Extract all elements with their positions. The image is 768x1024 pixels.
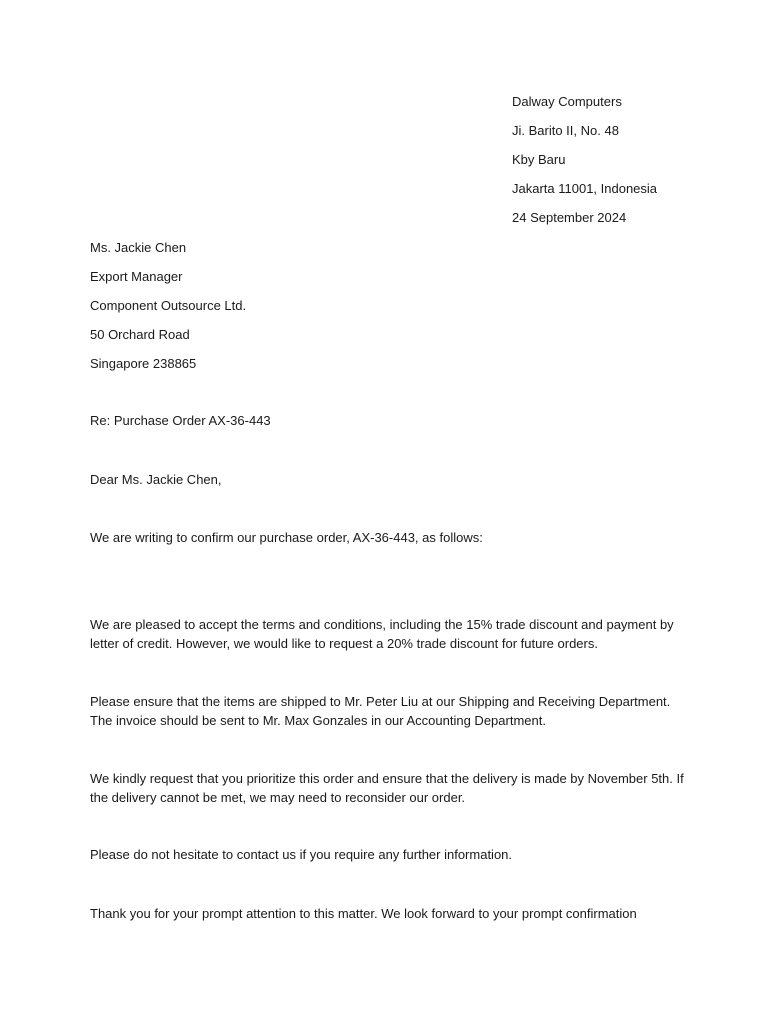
recipient-address-block: [90, 238, 490, 383]
sender-district: Kby Baru: [512, 152, 566, 167]
salutation: Dear Ms. Jackie Chen,: [90, 472, 222, 487]
body-paragraph: Thank you for your prompt attention to this matter. We look forward to your prompt confirmation: [90, 906, 637, 921]
recipient-city: Singapore 238865: [90, 356, 197, 371]
body-paragraph: Please ensure that the items are shipped to Mr. Peter Liu at our Shipping and Receiving Department. The invoice should be sent to Mr. Max Gonzales in our Accounting Department.: [90, 694, 671, 728]
subject-line: Re: Purchase Order AX-36-443: [90, 413, 271, 428]
body-paragraph: We are pleased to accept the terms and conditions, including the 15% trade discount and payment by letter of credit. However, we would like to request a 20% trade discount for future orders.: [90, 617, 674, 651]
body-paragraph: We kindly request that you prioritize this order and ensure that the delivery is made by November 5th. If the delivery cannot be met, we may need to reconsider our order.: [90, 771, 684, 805]
sender-address-block: [512, 92, 752, 237]
body-paragraph: Please do not hesitate to contact us if you require any further information.: [90, 847, 513, 862]
sender-street: Ji. Barito II, No. 48: [512, 123, 619, 138]
sender-company: Dalway Computers: [512, 94, 622, 109]
body-paragraph: We are writing to confirm our purchase order, AX-36-443, as follows:: [90, 530, 483, 545]
recipient-company: Component Outsource Ltd.: [90, 298, 247, 313]
recipient-street: 50 Orchard Road: [90, 327, 190, 342]
sender-city: Jakarta 11001, Indonesia: [512, 181, 658, 196]
letter-date: 24 September 2024: [512, 210, 627, 225]
recipient-name: Ms. Jackie Chen: [90, 240, 187, 255]
recipient-title: Export Manager: [90, 269, 183, 284]
